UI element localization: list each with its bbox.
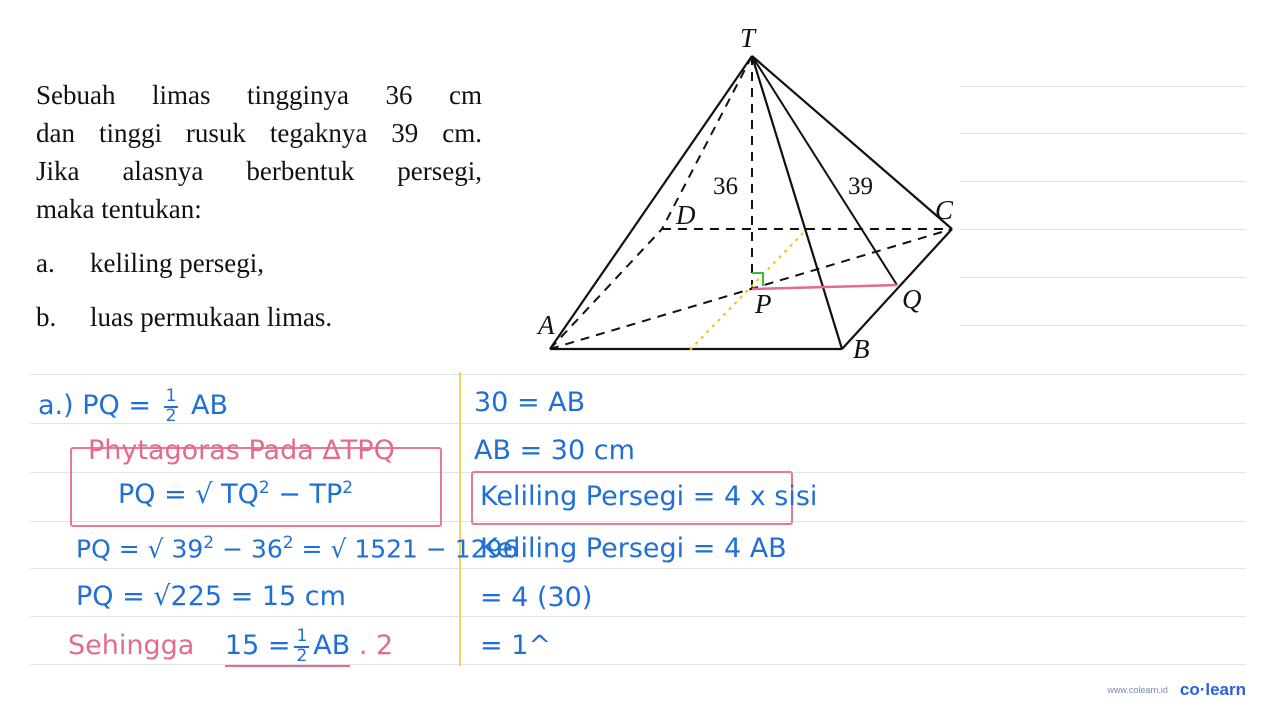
vertex-Q: Q <box>902 284 922 314</box>
option-text: keliling persegi, <box>90 248 264 278</box>
vertex-D: D <box>676 200 696 230</box>
diagonal-BD <box>690 233 803 350</box>
sup: 2 <box>282 533 294 553</box>
edge-TQ <box>752 56 897 285</box>
solution-right-line5: = 4 (30) <box>480 582 593 613</box>
edge-BC <box>842 229 952 349</box>
solution-left-line1 <box>38 388 228 425</box>
fraction-den: 2 <box>296 646 308 666</box>
fraction <box>164 388 179 425</box>
problem-line: dan tinggi rusuk tegaknya 39 cm. <box>36 118 482 148</box>
footer <box>1107 680 1246 700</box>
formula-prefix: PQ = √ TQ <box>118 479 259 510</box>
equation-prefix: 15 = <box>224 630 291 661</box>
edge-label: 39 <box>848 173 873 200</box>
sup: 2 <box>203 533 215 553</box>
fraction-num: 1 <box>165 386 177 406</box>
solution-left-line6 <box>68 628 393 665</box>
pq-label: a.) PQ = <box>38 390 151 421</box>
solution-left-line3 <box>118 480 353 508</box>
fraction <box>294 628 309 665</box>
problem-line: maka tentukan: <box>36 194 202 224</box>
option-label: b. <box>36 302 57 332</box>
solution-right-line6: = 1^ <box>480 630 552 661</box>
column-divider <box>459 372 461 666</box>
option-text: luas permukaan limas. <box>90 302 333 332</box>
footer-url[interactable]: www.colearn.id <box>1107 685 1168 695</box>
height-label: 36 <box>713 173 738 200</box>
solution-left-line5: PQ = √225 = 15 cm <box>76 581 346 612</box>
sup: 2 <box>258 478 270 498</box>
solution-right-line1: 30 = AB <box>474 387 586 418</box>
vertex-T: T <box>740 23 756 53</box>
sup: 2 <box>342 478 354 498</box>
edge-AD <box>550 229 662 349</box>
edge-TA <box>550 56 752 349</box>
vertex-C: C <box>935 195 954 225</box>
calc-suffix: = √ 1521 − 1296 <box>293 534 519 564</box>
equation-tail: . 2 <box>358 630 394 661</box>
problem-line: Sebuah limas tingginya 36 cm <box>36 80 482 110</box>
vertex-A: A <box>538 310 555 340</box>
solution-left-line2: Phytagoras Pada ΔTPQ <box>88 435 395 466</box>
calc-prefix: PQ = √ 39 <box>76 534 204 564</box>
problem-line: Jika alasnya berbentuk persegi, <box>36 156 482 186</box>
formula-mid: − TP <box>269 479 343 510</box>
solution-left-line4 <box>76 533 519 564</box>
fraction-den: 2 <box>165 406 177 426</box>
brand-logo: co·learn <box>1179 680 1246 699</box>
solution-right-line2: AB = 30 cm <box>474 435 635 466</box>
solution-right-line3: Keliling Persegi = 4 x sisi <box>480 481 818 512</box>
fraction-num: 1 <box>296 626 308 646</box>
ab-label: AB <box>191 390 228 421</box>
equation <box>224 626 351 667</box>
option-label: a. <box>36 248 55 278</box>
edge-TC <box>752 56 952 229</box>
solution-right-line4: Keliling Persegi = 4 AB <box>480 533 787 564</box>
equation-suffix: AB <box>313 630 351 661</box>
sehingga-label: Sehingga <box>68 630 195 661</box>
calc-mid: − 36 <box>214 534 283 564</box>
vertex-B: B <box>853 334 870 364</box>
vertex-P: P <box>755 289 772 319</box>
